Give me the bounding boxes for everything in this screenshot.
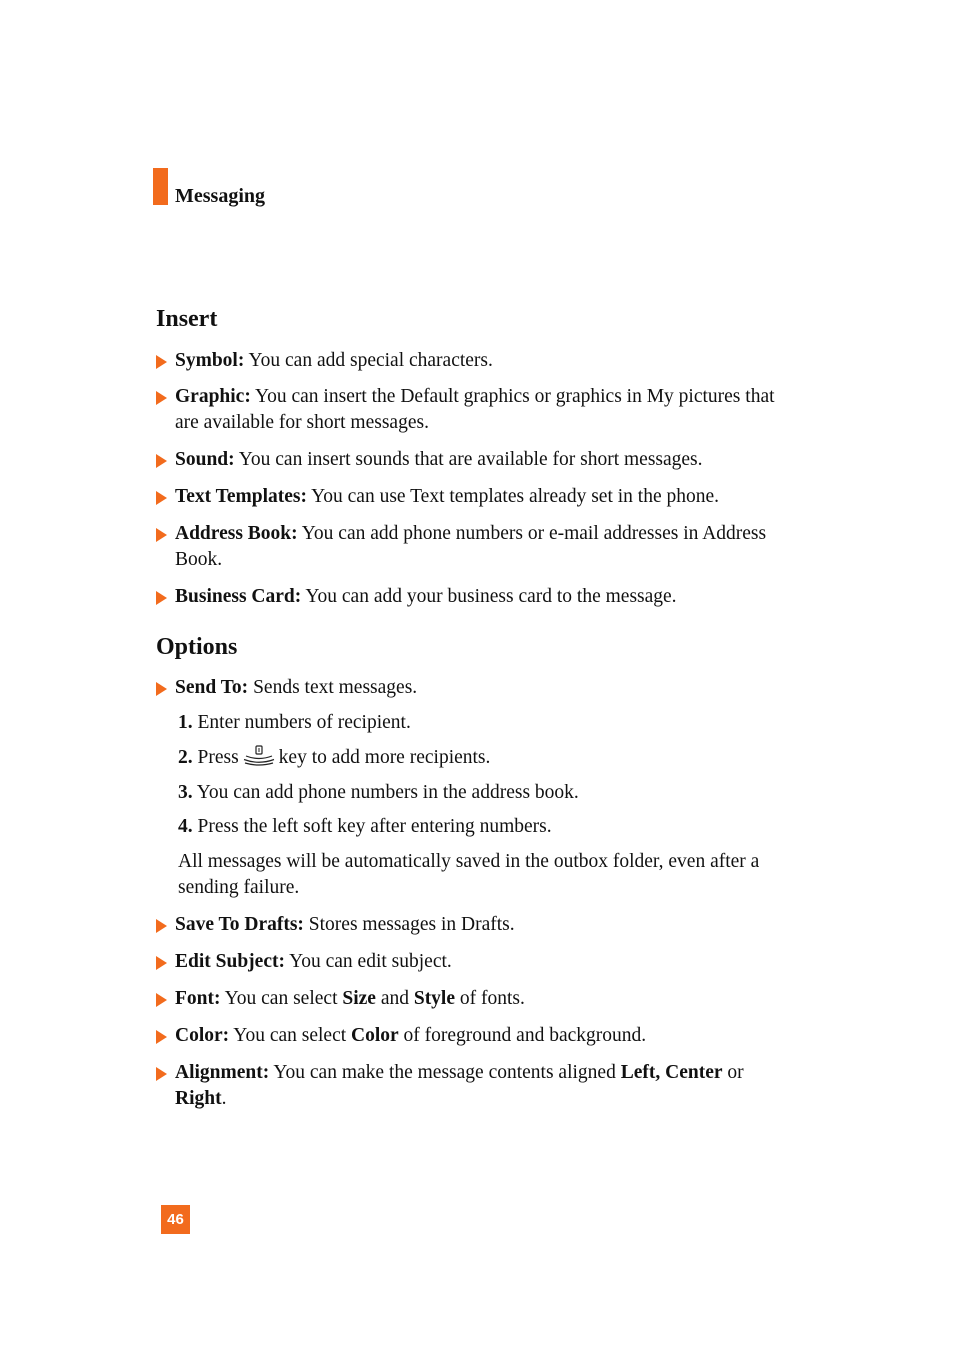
send-note: All messages will be automatically saved in the outbox folder, even after a sending failure. bbox=[178, 851, 760, 898]
insert-item-symbol bbox=[175, 348, 795, 374]
step-text-pre: Press bbox=[192, 747, 239, 768]
item-text: You can add phone numbers or e-mail addresses in Address Book. bbox=[175, 523, 767, 570]
item-text: . bbox=[221, 1088, 227, 1109]
step-text: You can add phone numbers in the address book. bbox=[192, 782, 579, 803]
step-text-post: key to add more recipients. bbox=[278, 747, 491, 768]
insert-item-address-book bbox=[175, 521, 795, 573]
item-label: Edit Subject: bbox=[175, 951, 285, 972]
triangle-bullet-icon bbox=[156, 682, 167, 696]
item-label: Address Book: bbox=[175, 523, 298, 544]
item-text: of fonts. bbox=[455, 988, 525, 1009]
item-label: Send To: bbox=[175, 677, 249, 698]
item-text: and bbox=[375, 988, 414, 1009]
item-text: or bbox=[722, 1062, 744, 1083]
options-item-save-to-drafts bbox=[175, 912, 795, 938]
send-step-3 bbox=[178, 780, 798, 806]
triangle-bullet-icon bbox=[156, 528, 167, 542]
item-label: Business Card: bbox=[175, 586, 302, 607]
insert-item-text-templates bbox=[175, 484, 795, 510]
options-item-edit-subject bbox=[175, 949, 795, 975]
step-text: Enter numbers of recipient. bbox=[192, 712, 411, 733]
triangle-bullet-icon bbox=[156, 491, 167, 505]
send-step-1 bbox=[178, 710, 798, 736]
triangle-bullet-icon bbox=[156, 919, 167, 933]
bold-term: Style bbox=[413, 988, 456, 1009]
insert-item-business-card bbox=[175, 584, 795, 610]
step-number: 4. bbox=[178, 816, 193, 837]
triangle-bullet-icon bbox=[156, 1030, 167, 1044]
step-number: 2. bbox=[178, 747, 193, 768]
options-item-color bbox=[175, 1023, 795, 1049]
send-step-4 bbox=[178, 814, 798, 840]
item-label: Color: bbox=[175, 1025, 230, 1046]
triangle-bullet-icon bbox=[156, 1067, 167, 1081]
item-label: Graphic: bbox=[175, 386, 251, 407]
step-number: 1. bbox=[178, 712, 193, 733]
item-text: You can add your business card to the message. bbox=[301, 586, 677, 607]
item-text: You can use Text templates already set in the phone. bbox=[307, 486, 720, 507]
options-heading: Options bbox=[156, 634, 238, 660]
triangle-bullet-icon bbox=[156, 355, 167, 369]
triangle-bullet-icon bbox=[156, 591, 167, 605]
item-text: You can insert sounds that are available for short messages. bbox=[234, 449, 703, 470]
insert-heading: Insert bbox=[156, 306, 218, 332]
item-label: Alignment: bbox=[175, 1062, 270, 1083]
item-label: Save To Drafts: bbox=[175, 914, 304, 935]
item-text: You can add special characters. bbox=[244, 350, 493, 371]
bold-term: Left, Center bbox=[620, 1062, 723, 1083]
page-number-badge: 46 bbox=[161, 1205, 190, 1234]
item-text: Sends text messages. bbox=[248, 677, 418, 698]
step-text: Press the left soft key after entering numbers. bbox=[192, 816, 552, 837]
insert-item-sound bbox=[175, 447, 795, 473]
options-item-alignment bbox=[175, 1060, 775, 1112]
triangle-bullet-icon bbox=[156, 391, 167, 405]
header-accent-bar bbox=[153, 168, 168, 205]
triangle-bullet-icon bbox=[156, 956, 167, 970]
nav-key-icon bbox=[242, 745, 276, 767]
item-text: You can make the message contents aligned bbox=[269, 1062, 621, 1083]
item-label: Font: bbox=[175, 988, 221, 1009]
item-text: You can select bbox=[220, 988, 343, 1009]
bold-term: Right bbox=[175, 1088, 222, 1109]
bold-term: Size bbox=[342, 988, 376, 1009]
item-label: Sound: bbox=[175, 449, 235, 470]
item-text: You can insert the Default graphics or graphics in My pictures that are available for short messages. bbox=[175, 386, 775, 433]
item-label: Symbol: bbox=[175, 350, 245, 371]
item-label: Text Templates: bbox=[175, 486, 307, 507]
item-text: Stores messages in Drafts. bbox=[303, 914, 515, 935]
item-text: You can edit subject. bbox=[284, 951, 452, 972]
item-text: of foreground and background. bbox=[398, 1025, 647, 1046]
options-item-send-to bbox=[175, 675, 795, 701]
insert-item-graphic bbox=[175, 384, 795, 436]
options-item-font bbox=[175, 986, 795, 1012]
triangle-bullet-icon bbox=[156, 454, 167, 468]
send-step-2 bbox=[178, 745, 798, 771]
item-text: You can select bbox=[229, 1025, 352, 1046]
bold-term: Color bbox=[351, 1025, 399, 1046]
triangle-bullet-icon bbox=[156, 993, 167, 1007]
step-number: 3. bbox=[178, 782, 193, 803]
header-section-title: Messaging bbox=[175, 185, 265, 207]
